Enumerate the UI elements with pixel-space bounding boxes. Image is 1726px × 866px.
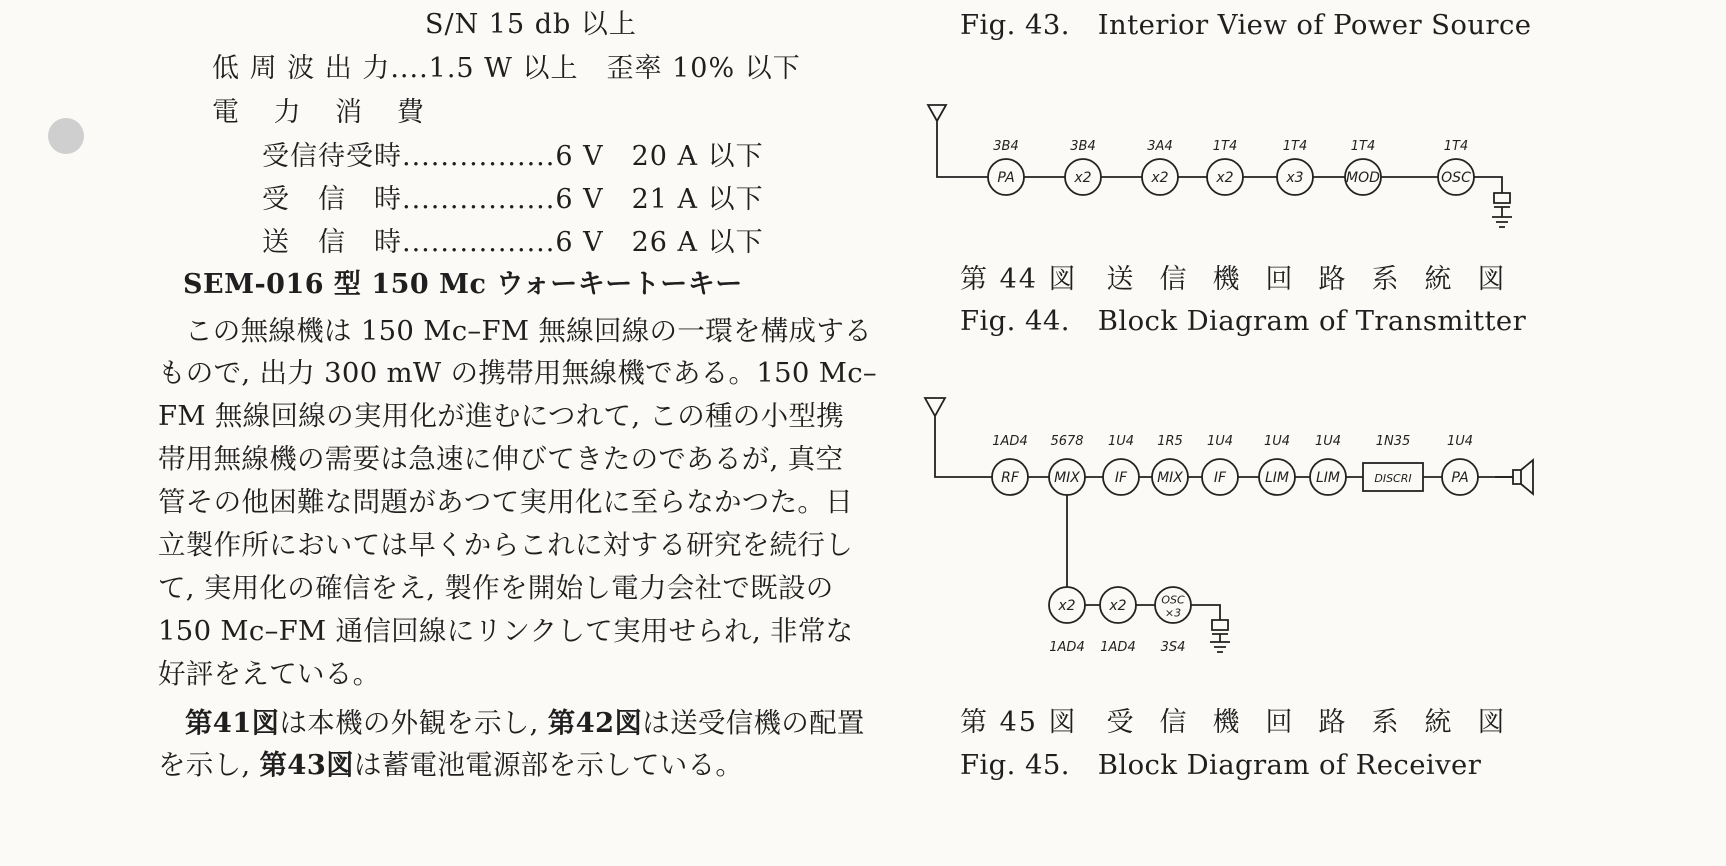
tube-label: 1R5: [1157, 434, 1183, 449]
tube-label: 1T4: [1212, 139, 1238, 154]
figure-number: 第 45 図: [960, 707, 1078, 738]
block-label: x2: [1058, 598, 1076, 614]
body-paragraph-2-line-2: を示し, 第43図は蓄電池電源部を示している。: [158, 749, 744, 781]
tube-label: 5678: [1050, 434, 1084, 449]
body-line: FM 無線回線の実用化が進むにつれて, この種の小型携: [158, 400, 845, 432]
block-label: PA: [997, 170, 1015, 186]
body-line: 管その他困難な問題があつて実用化に至らなかつた。日: [158, 486, 853, 518]
antenna-icon: [925, 398, 993, 477]
block-label: OSC: [1441, 170, 1471, 186]
antenna-icon: [928, 105, 988, 177]
tube-label: 1T4: [1443, 139, 1469, 154]
speaker-icon: [1495, 460, 1533, 494]
body-paragraph-2-line-1: 第41図は本機の外観を示し, 第42図は送受信機の配置: [185, 707, 865, 739]
audio-output-line: 低 周 波 出 力....1.5 W 以上 歪率 10% 以下: [212, 53, 801, 84]
block-label: DISCRI: [1374, 472, 1412, 485]
block-label: LIM: [1315, 470, 1341, 486]
power-row-label: 送 信 時: [262, 227, 402, 258]
figure-title: 送信機回路系統図: [1106, 264, 1531, 295]
body-line: この無線機は 150 Mc–FM 無線回線の一環を構成する: [185, 315, 872, 347]
power-row-transmit: 送 信 時................6 V 26 A 以下: [262, 227, 764, 258]
block-label: IF: [1114, 470, 1128, 486]
block-label: LIM: [1264, 470, 1290, 486]
block-label: x2: [1151, 170, 1169, 186]
section-title: SEM-016 型 150 Mc ウォーキートーキー: [183, 269, 743, 300]
tube-label: 1N35: [1375, 434, 1411, 449]
figure-reference: 第41図: [185, 707, 280, 739]
tube-label: 3B4: [993, 139, 1019, 154]
body-line: て, 実用化の確信をえ, 製作を開始し電力会社で既設の: [158, 572, 834, 604]
body-line: 立製作所においては早くからこれに対する研究を続行し: [158, 529, 853, 561]
power-consumption-heading: 電 力 消 費: [212, 97, 437, 128]
fig45-caption-jp: [960, 700, 1531, 739]
block-label: MIX: [1054, 470, 1080, 486]
tube-label: 1U4: [1263, 434, 1291, 449]
block-label: OSC: [1161, 593, 1185, 607]
figure-number: 第 44 図: [960, 264, 1078, 295]
fig44-caption-jp: [960, 257, 1531, 296]
tube-label: 1T4: [1350, 139, 1376, 154]
block-label: x2: [1074, 170, 1092, 186]
margin-blot: [48, 118, 84, 154]
block-label: MIX: [1157, 470, 1183, 486]
crystal-ground-icon: [1205, 605, 1230, 652]
block-label: IF: [1213, 470, 1227, 486]
block-label: x2: [1216, 170, 1234, 186]
fig44-caption-en: Fig. 44. Block Diagram of Transmitter: [960, 305, 1527, 337]
figure-reference: 第43図: [259, 749, 354, 781]
tube-label: 1AD4: [1100, 640, 1136, 655]
figure-reference: 第42図: [547, 707, 643, 739]
body-line: 帯用無線機の需要は急速に伸びてきたのであるが, 真空: [158, 443, 844, 475]
block-label: PA: [1451, 470, 1469, 486]
power-row-standby: 受信待受時................6 V 20 A 以下: [262, 141, 764, 172]
block-label: x2: [1109, 598, 1127, 614]
power-row-label: 受信待受時: [262, 141, 402, 172]
body-line: もので, 出力 300 mW の携帯用無線機である。150 Mc–: [158, 357, 877, 389]
body-line: 好評をえている。: [158, 658, 381, 690]
crystal-ground-icon: [1470, 177, 1512, 227]
figure-title: 受信機回路系統図: [1106, 707, 1531, 738]
receiver-block-diagram: [915, 390, 1725, 675]
tube-label: 1AD4: [992, 434, 1028, 449]
transmitter-block-diagram: [920, 95, 1530, 245]
tube-label: 3S4: [1160, 640, 1186, 655]
tube-label: 1T4: [1282, 139, 1308, 154]
block-label: ×3: [1164, 606, 1182, 620]
tube-label: 1U4: [1314, 434, 1342, 449]
block-label: x3: [1286, 170, 1304, 186]
power-row-receive: 受 信 時................6 V 21 A 以下: [262, 184, 764, 215]
tube-label: 1AD4: [1049, 640, 1085, 655]
tube-label: 1U4: [1107, 434, 1135, 449]
block-label: RF: [1001, 470, 1019, 486]
fig45-caption-en: Fig. 45. Block Diagram of Receiver: [960, 749, 1482, 781]
power-row-label: 受 信 時: [262, 184, 402, 215]
tube-label: 3B4: [1070, 139, 1096, 154]
block-label: MOD: [1346, 170, 1380, 186]
fig43-caption-en: Fig. 43. Interior View of Power Source: [960, 9, 1532, 41]
body-line: 150 Mc–FM 通信回線にリンクして実用せられ, 非常な: [158, 615, 854, 647]
tube-label: 1U4: [1206, 434, 1234, 449]
tube-label: 3A4: [1147, 139, 1173, 154]
tube-label: 1U4: [1446, 434, 1474, 449]
sn-ratio-line: S/N 15 db 以上: [425, 9, 637, 40]
